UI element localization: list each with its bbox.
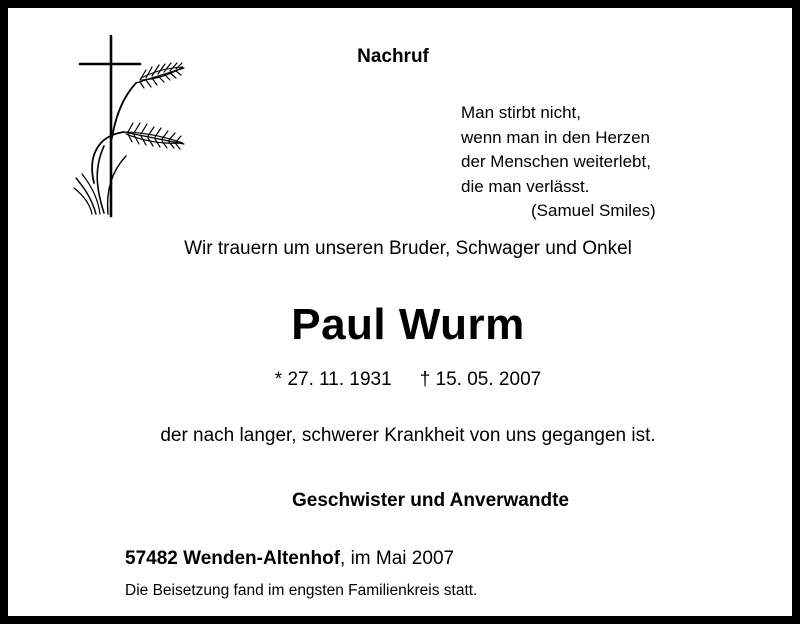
mourners-signature: Geschwister und Anverwandte — [292, 490, 569, 511]
passing-sentence: der nach langer, schwerer Krankheit von uns gegangen ist. — [160, 425, 656, 446]
quote-line: die man verlässt. — [461, 176, 590, 196]
place-city: 57482 Wenden-Altenhof — [125, 548, 341, 569]
place-date: , im Mai 2007 — [340, 548, 455, 569]
memorial-quote — [461, 101, 656, 224]
life-dates — [8, 369, 800, 391]
quote-line: wenn man in den Herzen — [461, 127, 651, 147]
notice-heading: Nachruf — [357, 46, 429, 67]
quote-author: (Samuel Smiles) — [531, 201, 656, 220]
mourning-intro: Wir trauern um unseren Bruder, Schwager und Onkel — [184, 238, 632, 259]
deceased-name: Paul Wurm — [291, 300, 525, 349]
birth-date: * 27. 11. 1931 — [274, 369, 392, 390]
death-date: † 15. 05. 2007 — [419, 369, 542, 390]
cross-with-wheat-icon — [66, 28, 196, 223]
place-and-date — [125, 548, 454, 570]
quote-line: Man stirbt nicht, — [461, 103, 581, 122]
quote-line: der Menschen weiterlebt, — [461, 152, 651, 171]
burial-note: Die Beisetzung fand im engsten Familienkreis statt. — [125, 582, 478, 599]
